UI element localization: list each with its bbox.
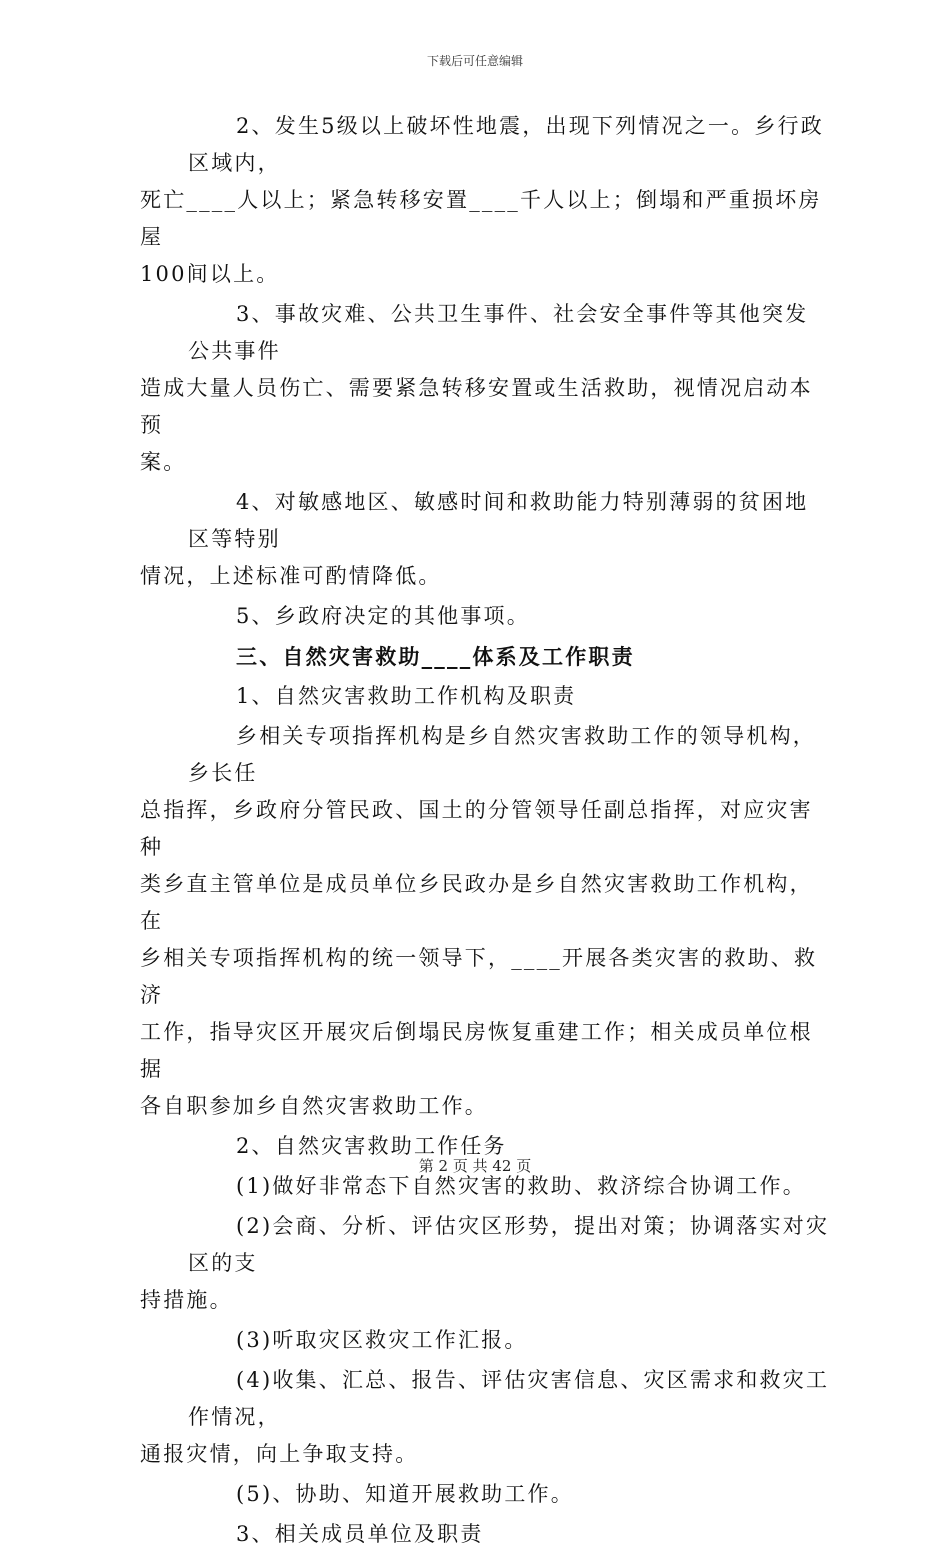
text-line: 2、发生5级以上破坏性地震，出现下列情况之一。乡行政区域内，: [188, 114, 824, 175]
text-line: 2、自然灾害救助工作任务: [236, 1134, 507, 1158]
text-line: 乡相关专项指挥机构是乡自然灾害救助工作的领导机构，乡长任: [188, 724, 816, 785]
paragraph: [140, 296, 830, 481]
text-line: (2)会商、分析、评估灾区形势，提出对策；协调落实对灾区的支: [188, 1214, 830, 1275]
text-line: 5、乡政府决定的其他事项。: [236, 604, 530, 628]
text-line: 3、相关成员单位及职责: [236, 1522, 484, 1546]
paragraph: [140, 484, 830, 595]
text-line: 工作，指导灾区开展灾后倒塌民房恢复重建工作；相关成员单位根据: [140, 1020, 813, 1081]
paragraph: [140, 1322, 830, 1359]
page-header: 下载后可任意编辑: [426, 54, 523, 68]
text-line: 造成大量人员伤亡、需要紧急转移安置或生活救助，视情况启动本预: [140, 376, 813, 437]
text-line: 三、自然灾害救助____体系及工作职责: [236, 644, 635, 669]
text-line: 1、自然灾害救助工作机构及职责: [236, 684, 577, 708]
text-line: 死亡____人以上；紧急转移安置____千人以上；倒塌和严重损坏房屋: [140, 188, 822, 249]
text-line: (1)做好非常态下自然灾害的救助、救济综合协调工作。: [236, 1174, 806, 1198]
text-line: 案。: [140, 450, 187, 474]
text-line: (3)听取灾区救灾工作汇报。: [236, 1328, 528, 1352]
text-line: (4)收集、汇总、报告、评估灾害信息、灾区需求和救灾工作情况，: [188, 1368, 830, 1429]
paragraph: [140, 718, 830, 1125]
paragraph: [140, 1516, 830, 1553]
text-line: 3、事故灾难、公共卫生事件、社会安全事件等其他突发公共事件: [188, 302, 809, 363]
page-footer: 第 2 页 共 42 页: [418, 1157, 532, 1175]
text-line: 通报灾情，向上争取支持。: [140, 1442, 419, 1466]
paragraph: [140, 108, 830, 293]
text-line: (5)、协助、知道开展救助工作。: [236, 1482, 574, 1506]
text-line: 4、对敏感地区、敏感时间和救助能力特别薄弱的贫困地区等特别: [188, 490, 809, 551]
text-line: 各自职参加乡自然灾害救助工作。: [140, 1094, 488, 1118]
paragraph: [140, 678, 830, 715]
text-line: 持措施。: [140, 1288, 233, 1312]
section-heading: [140, 638, 830, 675]
text-line: 乡相关专项指挥机构的统一领导下，____开展各类灾害的救助、救济: [140, 946, 818, 1007]
paragraph: [140, 1476, 830, 1513]
paragraph: [140, 1208, 830, 1319]
text-line: 类乡直主管单位是成员单位乡民政办是乡自然灾害救助工作机构，在: [140, 872, 813, 933]
paragraph: [140, 1362, 830, 1473]
document-body: [140, 108, 830, 1556]
text-line: 情况，上述标准可酌情降低。: [140, 564, 442, 588]
text-line: 100间以上。: [140, 262, 280, 286]
paragraph: [140, 598, 830, 635]
text-line: 总指挥，乡政府分管民政、国土的分管领导任副总指挥，对应灾害种: [140, 798, 813, 859]
